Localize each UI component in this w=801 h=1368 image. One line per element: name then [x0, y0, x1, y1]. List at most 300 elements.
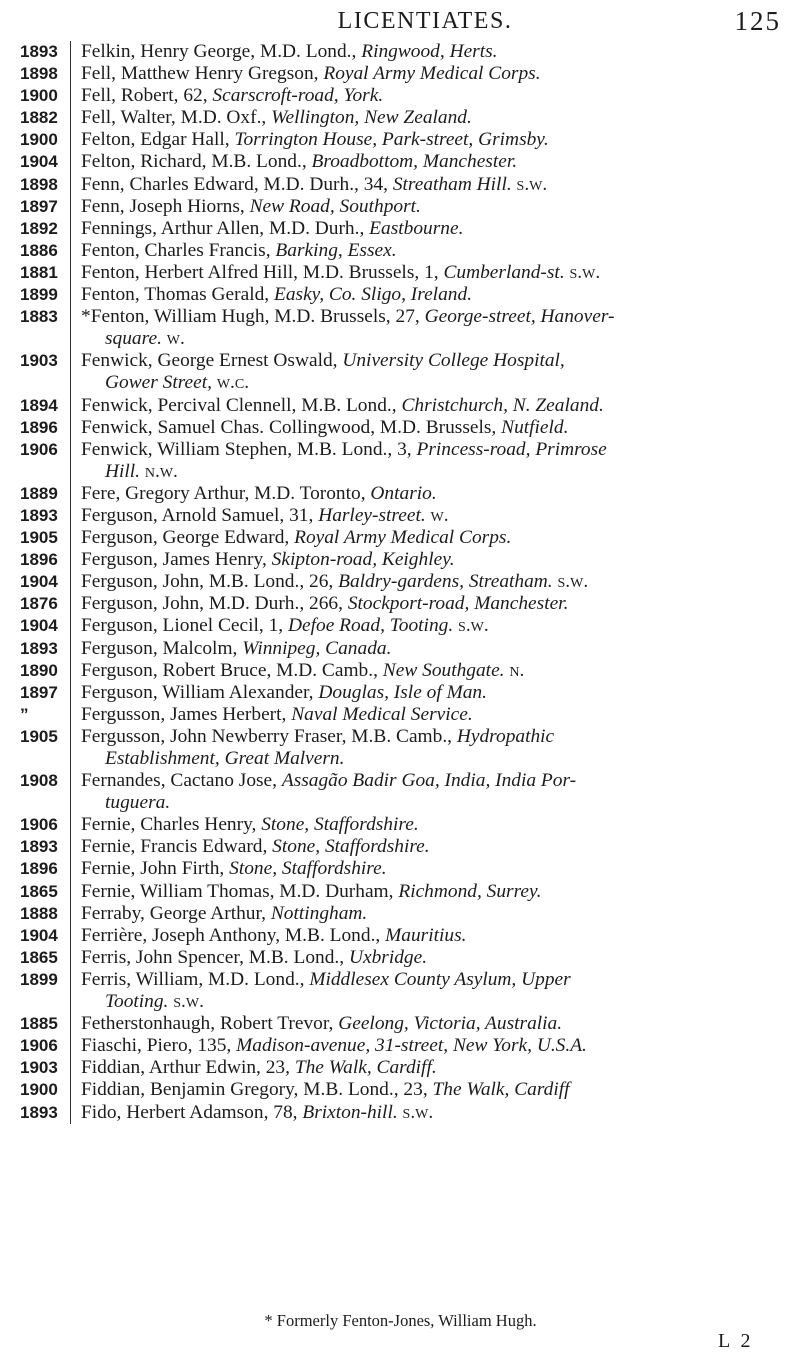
entry-place: Christchurch, N. Zealand. — [401, 394, 604, 416]
entry-text — [81, 903, 791, 925]
entry-place-continued: square. — [105, 328, 162, 350]
entry-year: 1896 — [20, 859, 58, 879]
entry-place: Torrington House, Park-street, Grimsby. — [234, 129, 549, 151]
entry-year: 1876 — [20, 594, 58, 614]
entry-year: 1893 — [20, 638, 58, 658]
list-item — [20, 306, 791, 328]
entry-place: Scarscroft-road, York. — [212, 85, 384, 107]
entry-year: 1900 — [20, 130, 58, 150]
column-rule — [70, 196, 71, 218]
entry-text — [81, 1102, 791, 1124]
entry-continuation — [81, 748, 791, 770]
entry-text — [81, 638, 791, 660]
entry-year: 1905 — [20, 528, 58, 548]
column-rule — [70, 129, 71, 151]
list-item — [20, 107, 791, 129]
list-item-continuation — [20, 328, 791, 350]
entry-text — [81, 151, 791, 173]
entry-place: The Walk, Cardiff. — [294, 1057, 437, 1079]
entry-year: 1886 — [20, 240, 58, 260]
column-rule — [70, 417, 71, 439]
list-item — [20, 858, 791, 880]
entry-name: Fenn, Joseph Hiorns, — [81, 195, 250, 217]
entry-place: Cumberland-st. — [443, 261, 565, 283]
entry-text — [81, 196, 791, 218]
list-item — [20, 439, 791, 461]
entry-year: 1892 — [20, 218, 58, 238]
entry-name: Ferguson, Arnold Samuel, 31, — [81, 504, 319, 526]
entry-name: Fergusson, John Newberry Fraser, M.B. Camb., — [81, 725, 457, 747]
column-rule — [70, 1013, 71, 1035]
entry-place: Ringwood, Herts. — [361, 41, 498, 62]
entry-text — [81, 748, 791, 770]
entry-year: 1893 — [20, 42, 58, 61]
list-item — [20, 350, 791, 372]
entry-year: 1899 — [20, 969, 58, 989]
list-item-continuation — [20, 792, 791, 814]
entry-place: Mauritius. — [385, 924, 467, 946]
entry-district: w.c. — [212, 372, 250, 394]
column-rule — [70, 350, 71, 372]
column-rule — [70, 63, 71, 85]
entry-place: Barking, Essex. — [275, 239, 397, 261]
entry-district: s.w. — [552, 571, 589, 593]
entry-year: 1893 — [20, 505, 58, 525]
entry-year: 1906 — [20, 815, 58, 835]
entry-text — [81, 660, 791, 682]
entry-text — [81, 306, 791, 328]
list-item — [20, 660, 791, 682]
entry-district: s.w. — [564, 261, 601, 283]
list-item — [20, 549, 791, 571]
entry-text — [81, 792, 791, 814]
entry-continuation — [81, 461, 791, 483]
column-rule — [70, 969, 71, 991]
entry-place: Madison-avenue, 31-street, New York, U.S.A. — [236, 1035, 587, 1057]
column-rule — [70, 461, 71, 483]
entry-year: 1889 — [20, 483, 58, 503]
entry-name: *Fenton, William Hugh, M.D. Brussels, 27, — [81, 306, 425, 328]
entry-year: 1897 — [20, 196, 58, 216]
entry-year: 1905 — [20, 726, 58, 746]
list-item — [20, 527, 791, 549]
column-rule — [70, 571, 71, 593]
entry-name: Fell, Walter, M.D. Oxf., — [81, 107, 272, 129]
entry-text — [81, 284, 791, 306]
entry-text — [81, 615, 791, 637]
entry-text — [81, 527, 791, 549]
entry-district: s.w. — [397, 1101, 434, 1123]
list-item — [20, 947, 791, 969]
entry-place: University College Hospital, — [342, 350, 565, 372]
entry-name: Fiddian, Benjamin Gregory, M.B. Lond., 23, — [81, 1079, 433, 1101]
entry-text — [81, 107, 791, 129]
entry-year: 1906 — [20, 1036, 58, 1056]
entry-place: George-street, Hanover- — [424, 306, 615, 328]
column-rule — [70, 284, 71, 306]
column-rule — [70, 726, 71, 748]
entry-place: Uxbridge. — [348, 946, 428, 968]
list-item — [20, 240, 791, 262]
entry-place: New Road, Southport. — [249, 195, 421, 217]
list-item — [20, 395, 791, 417]
entry-name: Fernie, John Firth, — [81, 858, 230, 880]
list-item — [20, 836, 791, 858]
entry-name: Fere, Gregory Arthur, M.D. Toronto, — [81, 482, 371, 504]
entry-text — [81, 814, 791, 836]
column-rule — [70, 682, 71, 704]
column-rule — [70, 881, 71, 903]
entry-place: Douglas, Isle of Man. — [318, 681, 487, 703]
column-rule — [70, 1102, 71, 1124]
entry-district: w. — [425, 504, 449, 526]
list-item — [20, 615, 791, 637]
entry-text — [81, 704, 791, 726]
entry-place: The Walk, Cardiff — [432, 1079, 570, 1101]
running-title: LICENTIATES. — [337, 8, 513, 34]
entry-name: Ferguson, John, M.B. Lond., 26, — [81, 571, 339, 593]
entry-text — [81, 41, 791, 63]
entry-text — [81, 991, 791, 1013]
entry-text — [81, 549, 791, 571]
entry-name: Ferrière, Joseph Anthony, M.B. Lond., — [81, 924, 386, 946]
entry-year — [20, 372, 70, 394]
entry-name: Fenn, Charles Edward, M.D. Durh., 34, — [81, 173, 393, 195]
list-item — [20, 196, 791, 218]
entry-name: Fergusson, James Herbert, — [81, 703, 292, 725]
entry-year: 1900 — [20, 86, 58, 106]
entry-name: Fenwick, Percival Clennell, M.B. Lond., — [81, 394, 402, 416]
list-item — [20, 1013, 791, 1035]
list-item — [20, 41, 791, 63]
entry-place-continued: Tooting. — [105, 991, 169, 1013]
entry-district: w. — [161, 328, 185, 350]
entry-place: Royal Army Medical Corps. — [294, 527, 512, 549]
entry-place: Geelong, Victoria, Australia. — [338, 1013, 563, 1035]
entry-text — [81, 682, 791, 704]
entry-name: Felton, Richard, M.B. Lond., — [81, 151, 312, 173]
entry-name: Fennings, Arthur Allen, M.D. Durh., — [81, 217, 370, 239]
entry-district: s.w. — [168, 991, 204, 1013]
entry-text — [81, 395, 791, 417]
entry-district: n. — [504, 659, 525, 681]
entry-name: Felton, Edgar Hall, — [81, 129, 235, 151]
entry-name: Fenwick, George Ernest Oswald, — [81, 350, 343, 372]
entry-text — [81, 925, 791, 947]
entry-name: Ferguson, Robert Bruce, M.D. Camb., — [81, 659, 383, 681]
entry-name: Fenton, Herbert Alfred Hill, M.D. Brussels, 1, — [81, 261, 444, 283]
entry-place: Brixton-hill. — [302, 1101, 398, 1123]
entry-text — [81, 1013, 791, 1035]
entry-text — [81, 63, 791, 85]
list-item — [20, 1079, 791, 1101]
column-rule — [70, 240, 71, 262]
list-item — [20, 262, 791, 284]
list-item — [20, 969, 791, 991]
entry-place: Eastbourne. — [369, 217, 464, 239]
column-rule — [70, 85, 71, 107]
column-rule — [70, 527, 71, 549]
entry-name: Fell, Matthew Henry Gregson, — [81, 63, 324, 85]
column-rule — [70, 991, 71, 1013]
list-item — [20, 63, 791, 85]
entry-place: Hydropathic — [456, 725, 555, 747]
entry-year: 1904 — [20, 572, 58, 592]
entry-place: Naval Medical Service. — [291, 703, 473, 725]
column-rule — [70, 858, 71, 880]
entry-place-continued: Hill. — [105, 460, 141, 482]
entry-place: Princess-road, Primrose — [416, 438, 607, 460]
entry-text — [81, 1035, 791, 1057]
entry-name: Fernie, William Thomas, M.D. Durham, — [81, 880, 399, 902]
column-rule — [70, 151, 71, 173]
entry-name: Fell, Robert, 62, — [81, 85, 213, 107]
entry-place: Royal Army Medical Corps. — [323, 63, 541, 85]
column-rule — [70, 395, 71, 417]
entry-name: Fetherstonhaugh, Robert Trevor, — [81, 1013, 339, 1035]
signature-mark: L 2 — [718, 1330, 754, 1352]
entry-text — [81, 505, 791, 527]
entry-place: Broadbottom, Manchester. — [311, 151, 518, 173]
column-rule — [70, 1079, 71, 1101]
column-rule — [70, 903, 71, 925]
entry-name: Ferraby, George Arthur, — [81, 902, 271, 924]
entry-year: 1904 — [20, 925, 58, 945]
column-rule — [70, 660, 71, 682]
entry-district: n.w. — [140, 460, 178, 482]
column-rule — [70, 593, 71, 615]
entry-text — [81, 350, 791, 372]
entry-district: s.w. — [453, 615, 489, 637]
column-rule — [70, 704, 71, 726]
entry-place: Assagão Badir Goa, India, India Por- — [281, 770, 577, 792]
column-rule — [70, 439, 71, 461]
entry-text — [81, 218, 791, 240]
entry-text — [81, 593, 791, 615]
column-rule — [70, 107, 71, 129]
entry-text — [81, 240, 791, 262]
entry-text — [81, 836, 791, 858]
column-rule — [70, 328, 71, 350]
entry-year — [20, 328, 70, 350]
entry-text — [81, 262, 791, 284]
entry-continuation — [81, 328, 791, 350]
entry-text — [81, 969, 791, 991]
entry-text — [81, 85, 791, 107]
entry-year: 1904 — [20, 616, 58, 636]
entry-text — [81, 129, 791, 151]
entry-place: Nutfield. — [501, 416, 569, 438]
entry-year: 1865 — [20, 881, 58, 901]
column-rule — [70, 218, 71, 240]
column-rule — [70, 947, 71, 969]
list-item — [20, 218, 791, 240]
entry-name: Ferguson, Malcolm, — [81, 637, 243, 659]
list-item-continuation — [20, 461, 791, 483]
entry-text — [81, 770, 791, 792]
entry-year: 1888 — [20, 903, 58, 923]
licentiates-list — [20, 41, 791, 1124]
entry-name: Fenwick, Samuel Chas. Collingwood, M.D. Brussels, — [81, 416, 502, 438]
entry-text — [81, 571, 791, 593]
column-rule — [70, 792, 71, 814]
list-item — [20, 151, 791, 173]
entry-text — [81, 1079, 791, 1101]
entry-name: Fenton, Thomas Gerald, — [81, 284, 274, 306]
entry-year: 1882 — [20, 108, 58, 128]
list-item — [20, 682, 791, 704]
list-item — [20, 881, 791, 903]
entry-place: New Southgate. — [382, 659, 505, 681]
list-item — [20, 1057, 791, 1079]
entry-name: Fernie, Charles Henry, — [81, 814, 262, 836]
entry-year: 1908 — [20, 771, 58, 791]
entry-text — [81, 483, 791, 505]
entry-continuation — [81, 792, 791, 814]
column-rule — [70, 925, 71, 947]
column-rule — [70, 1057, 71, 1079]
entry-year: 1896 — [20, 550, 58, 570]
entry-year: 1897 — [20, 682, 58, 702]
entry-year — [20, 748, 70, 770]
entry-name: Fido, Herbert Adamson, 78, — [81, 1101, 303, 1123]
entry-name: Ferguson, Lionel Cecil, 1, — [81, 615, 288, 637]
list-item — [20, 505, 791, 527]
entry-year: ” — [20, 704, 29, 724]
list-item — [20, 483, 791, 505]
entry-name: Ferguson, William Alexander, — [81, 681, 319, 703]
entry-text — [81, 1057, 791, 1079]
entry-year: 1893 — [20, 1102, 58, 1122]
entry-place: Winnipeg, Canada. — [242, 637, 392, 659]
column-rule — [70, 306, 71, 328]
list-item-continuation — [20, 372, 791, 394]
entry-year: 1881 — [20, 262, 58, 282]
footnote: * Formerly Fenton-Jones, William Hugh. — [264, 1311, 537, 1330]
column-rule — [70, 483, 71, 505]
entry-district: s.w. — [511, 173, 548, 195]
entry-place: Skipton-road, Keighley. — [271, 549, 455, 571]
entry-text — [81, 726, 791, 748]
entry-year: 1865 — [20, 947, 58, 967]
entry-year: 1904 — [20, 152, 58, 172]
list-item — [20, 284, 791, 306]
column-rule — [70, 549, 71, 571]
entry-year: 1906 — [20, 439, 58, 459]
entry-place: Ontario. — [370, 482, 437, 504]
entry-place: Defoe Road, Tooting. — [288, 615, 454, 637]
column-rule — [70, 174, 71, 196]
entry-name: Fernie, Francis Edward, — [81, 836, 273, 858]
entry-place: Streatham Hill. — [392, 173, 512, 195]
entry-year — [20, 991, 70, 1013]
entry-year: 1903 — [20, 1058, 58, 1078]
entry-name: Ferris, John Spencer, M.B. Lond., — [81, 946, 349, 968]
list-item — [20, 770, 791, 792]
entry-text — [81, 858, 791, 880]
entry-place: Baldry-gardens, Streatham. — [338, 571, 553, 593]
page-number: 125 — [734, 6, 781, 36]
column-rule — [70, 814, 71, 836]
entry-name: Ferguson, John, M.D. Durh., 266, — [81, 593, 348, 615]
list-item — [20, 85, 791, 107]
entry-place: Easky, Co. Sligo, Ireland. — [273, 284, 472, 306]
entry-year: 1898 — [20, 64, 58, 84]
entry-place-continued: Gower Street, — [105, 372, 212, 394]
entry-text — [81, 439, 791, 461]
list-item — [20, 593, 791, 615]
entry-year: 1899 — [20, 285, 58, 305]
entry-year: 1903 — [20, 351, 58, 371]
entry-text — [81, 174, 791, 196]
column-rule — [70, 748, 71, 770]
list-item — [20, 726, 791, 748]
list-item — [20, 129, 791, 151]
entry-place-continued: Establishment, Great Malvern. — [105, 748, 345, 769]
entry-year: 1885 — [20, 1014, 58, 1034]
column-rule — [70, 262, 71, 284]
entry-place: Stockport-road, Manchester. — [347, 593, 569, 615]
entry-name: Ferguson, George Edward, — [81, 527, 295, 549]
entry-name: Ferguson, James Henry, — [81, 549, 272, 571]
entry-name: Felkin, Henry George, M.D. Lond., — [81, 41, 362, 62]
column-rule — [70, 615, 71, 637]
column-rule — [70, 770, 71, 792]
entry-text — [81, 947, 791, 969]
entry-year: 1890 — [20, 660, 58, 680]
entry-name: Fiddian, Arthur Edwin, 23, — [81, 1057, 295, 1079]
column-rule — [70, 372, 71, 394]
entry-text — [81, 417, 791, 439]
entry-text — [81, 372, 791, 394]
column-rule — [70, 505, 71, 527]
column-rule — [70, 836, 71, 858]
list-item-continuation — [20, 748, 791, 770]
entry-place: Stone, Staffordshire. — [272, 836, 430, 858]
entry-text — [81, 881, 791, 903]
entry-place: Harley-street. — [318, 504, 426, 526]
column-rule — [70, 638, 71, 660]
entry-place-continued: tuguera. — [105, 792, 171, 814]
entry-place: Richmond, Surrey. — [398, 880, 542, 902]
list-item — [20, 174, 791, 196]
entry-text — [81, 461, 791, 483]
list-item — [20, 571, 791, 593]
list-item — [20, 925, 791, 947]
entry-year: 1896 — [20, 417, 58, 437]
list-item — [20, 903, 791, 925]
list-item — [20, 704, 791, 726]
list-item — [20, 1102, 791, 1124]
entry-name: Fenton, Charles Francis, — [81, 239, 276, 261]
entry-continuation — [81, 372, 791, 394]
entry-year: 1898 — [20, 174, 58, 194]
list-item — [20, 417, 791, 439]
entry-place: Stone, Staffordshire. — [261, 814, 419, 836]
column-rule — [70, 41, 71, 63]
column-rule — [70, 1035, 71, 1057]
entry-year: 1894 — [20, 395, 58, 415]
entry-place: Stone, Staffordshire. — [229, 858, 387, 880]
entry-continuation — [81, 991, 791, 1013]
list-item — [20, 638, 791, 660]
entry-year: 1900 — [20, 1080, 58, 1100]
entry-name: Fernandes, Cactano Jose, — [81, 770, 282, 792]
entry-year: 1893 — [20, 837, 58, 857]
entry-name: Ferris, William, M.D. Lond., — [81, 968, 310, 990]
entry-place: Middlesex County Asylum, Upper — [309, 968, 571, 990]
entry-year: 1883 — [20, 307, 58, 327]
